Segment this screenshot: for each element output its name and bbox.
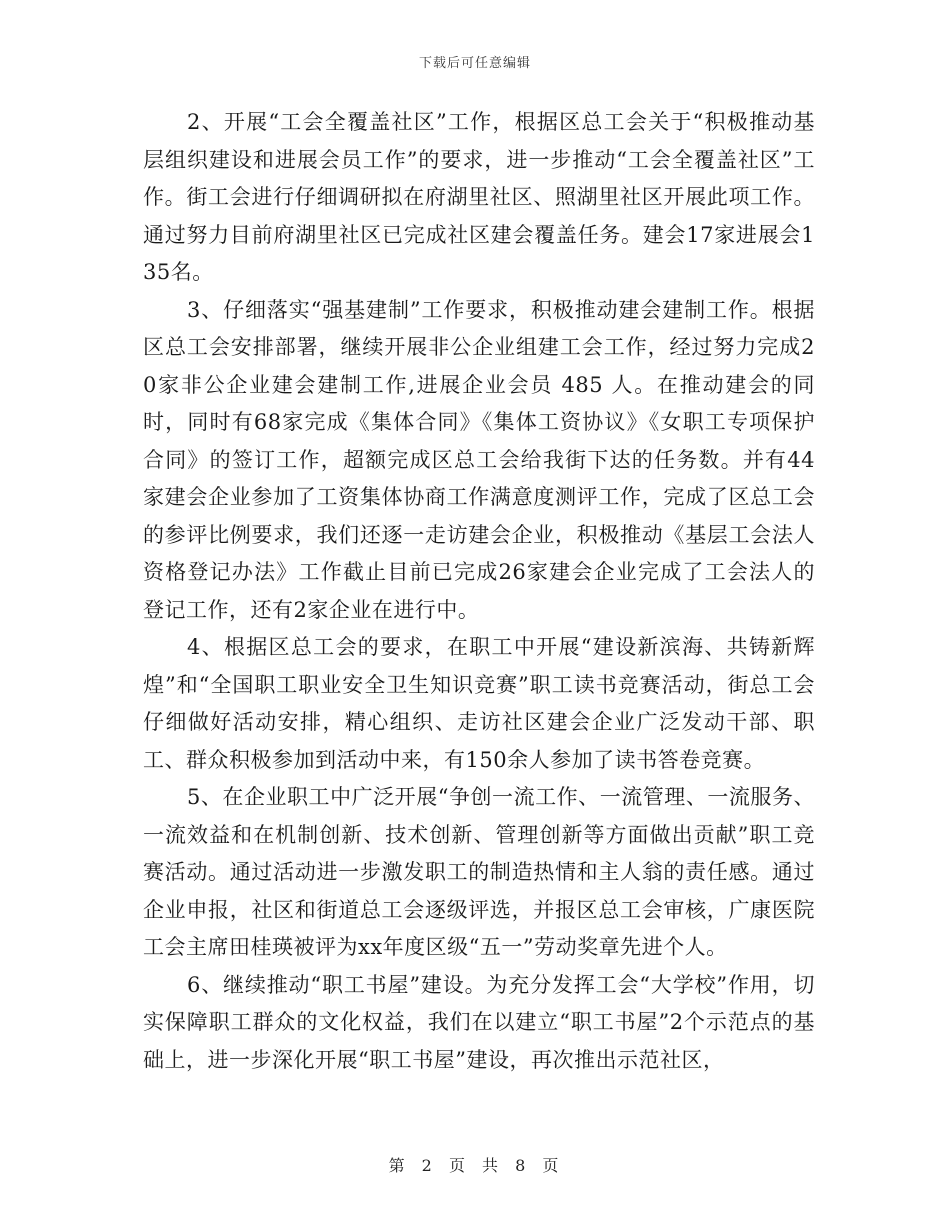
paragraph-item-4: 4、根据区总工会的要求，在职工中开展“建设新滨海、共铸新辉煌”和“全国职工职业安全卫生知识竞赛”职工读书竞赛活动，街总工会仔细做好活动安排，精心组织、走访社区建会企业广泛发动干部、职工、群众积极参加到活动中来，有150余人参加了读书答卷竞赛。 [143,635,815,772]
paragraph-item-5: 5、在企业职工中广泛开展“争创一流工作、一流管理、一流服务、一流效益和在机制创新、技术创新、管理创新等方面做出贡献”职工竞赛活动。通过活动进一步激发职工的制造热情和主人翁的责任感。通过企业申报，社区和街道总工会逐级评选，并报区总工会审核，广康医院工会主席田桂瑛被评为xx年度区级“五一”劳动奖章先进个人。 [143,785,815,959]
document-body [143,104,815,1079]
page-number-footer: 第 2 页 共 8 页 [388,1156,562,1175]
paragraph-item-6: 6、继续推动“职工书屋”建设。为充分发挥工会“大学校”作用，切实保障职工群众的文化权益，我们在以建立“职工书屋”2个示范点的基础上，进一步深化开展“职工书屋”建设，再次推出示范社区， [143,972,815,1072]
paragraph-item-3: 3、仔细落实“强基建制”工作要求，积极推动建会建制工作。根据区总工会安排部署，继续开展非公企业组建工会工作，经过努力完成20家非公企业建会建制工作,进展企业会员 485 人。在推动建会的同时，同时有68家完成《集体合同》《集体工资协议》《女职工专项保护合同》的签订工作，超额完成区总工会给我街下达的任务数。并有44家建会企业参加了工资集体协商工作满意度测评工作，完成了区总工会的参评比例要求，我们还逐一走访建会企业，积极推动《基层工会法人资格登记办法》工作截止目前已完成26家建会企业完成了工会法人的登记工作，还有2家企业在进行中。 [143,297,815,622]
page-header: 下载后可任意编辑 [418,56,531,71]
paragraph-item-2: 2、开展“工会全覆盖社区”工作，根据区总工会关于“积极推动基层组织建设和进展会员工作”的要求，进一步推动“工会全覆盖社区”工作。街工会进行仔细调研拟在府湖里社区、照湖里社区开展此项工作。通过努力目前府湖里社区已完成社区建会覆盖任务。建会17家进展会135名。 [143,110,815,284]
